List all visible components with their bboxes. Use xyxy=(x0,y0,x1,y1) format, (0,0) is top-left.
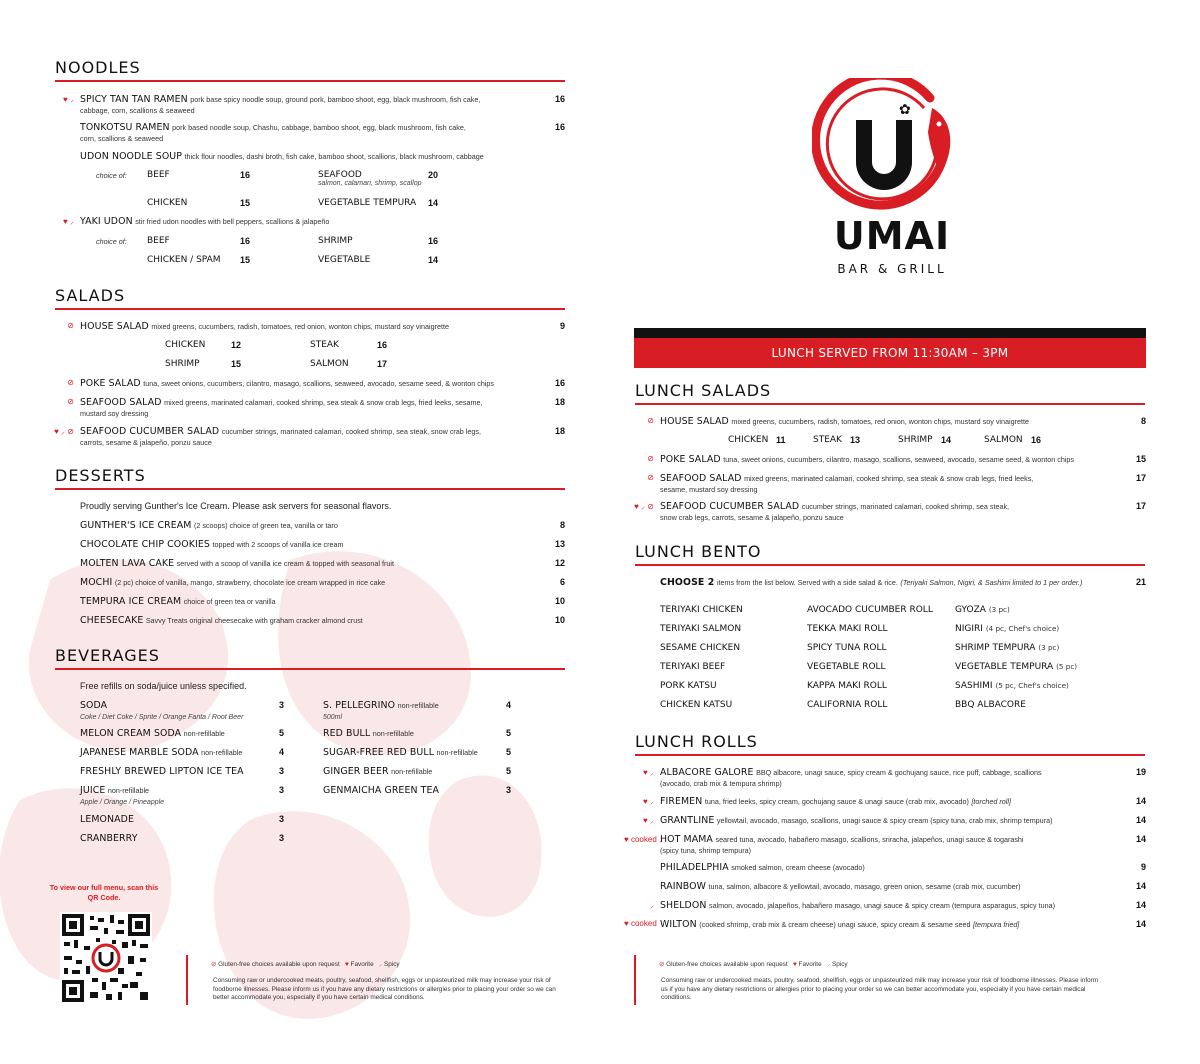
option-note: (3 pc) xyxy=(1038,643,1060,652)
item-note: non-refillable xyxy=(436,748,478,757)
option-name: SEAFOOD xyxy=(318,170,362,180)
item-name: HOUSE SALAD xyxy=(660,416,729,427)
item-name: YAKI UDON xyxy=(80,216,133,227)
item-name: HOUSE SALAD xyxy=(80,321,149,332)
item-name: MOLTEN LAVA CAKE xyxy=(80,558,175,569)
favorite-spicy-gf-icon: ♥ ⸝ ⊘ xyxy=(634,502,654,511)
disclaimer: Consuming raw or undercooked meats, poultry, seafood, shellfish, eggs or unpasteurized milk may increase your risk of foodborne illnesses. Please inform us if you have any dietary restrictions or allergies prior to placing your order so we can better accommodate you, especially if you have certain medical conditions. xyxy=(213,977,556,1001)
item-desc: pork base spicy noodle soup, ground pork, bamboo shoot, egg, black mushroom, fish cake, xyxy=(190,95,481,104)
brand-tagline: BAR & GRILL xyxy=(837,262,947,276)
option-price: 16 xyxy=(1031,435,1042,445)
item-desc: snow crab legs, carrots, sesame & jalapeño, ponzu sauce xyxy=(660,513,844,522)
option-name: GYOZA xyxy=(955,605,986,615)
item-price: 4 xyxy=(505,700,511,710)
favorite-spicy-gf-icon: ♥ ⸝ ⊘ xyxy=(54,427,74,436)
option-price: 14 xyxy=(428,255,439,265)
gluten-free-icon: ⊘ xyxy=(647,473,654,482)
item-name: FRESHLY BREWED LIPTON ICE TEA xyxy=(80,766,244,777)
item-price: 14 xyxy=(1135,919,1146,929)
footer-rule xyxy=(186,955,188,1005)
menu-item xyxy=(660,796,1120,807)
item-name: MELON CREAM SODA xyxy=(80,728,182,739)
item-name: GENMAICHA GREEN TEA xyxy=(323,785,440,796)
item-desc: mixed greens, cucumbers, radish, tomatoes, red onion, wonton chips, mustard soy vinaigrette xyxy=(731,417,1030,426)
svg-text:✿: ✿ xyxy=(899,101,911,117)
option-name: CHICKEN xyxy=(165,340,206,350)
favorite-spicy-icon: ♥ ⸝ xyxy=(63,95,74,104)
item-name: GINGER BEER xyxy=(323,766,389,777)
bento-option: SPICY TUNA ROLL xyxy=(807,643,887,653)
item-price: 10 xyxy=(554,615,565,625)
favorite-spicy-icon: ♥ ⸝ xyxy=(643,797,654,806)
item-name: TONKOTSU RAMEN xyxy=(80,122,170,133)
section-title: BEVERAGES xyxy=(55,646,565,670)
option-name: SHRIMP TEMPURA xyxy=(955,643,1036,653)
favorite-spicy-icon: ♥ ⸝ xyxy=(643,768,654,777)
item-desc: BBQ albacore, unagi sauce, spicy cream & gochujang sauce, rice puff, cabbage, scallions xyxy=(756,768,1042,777)
legend-spicy: Spicy xyxy=(831,961,848,968)
item-name: SEAFOOD SALAD xyxy=(660,473,742,484)
bento-option: AVOCADO CUCUMBER ROLL xyxy=(807,605,933,615)
item-tail: [torched roll] xyxy=(971,797,1011,806)
legend-gf: Gluten-free choices available upon request xyxy=(218,961,340,968)
option-price: 20 xyxy=(428,170,439,180)
item-name: CRANBERRY xyxy=(80,833,138,844)
item-note: non-refillable xyxy=(372,729,414,738)
item-sub: Apple / Orange / Pineapple xyxy=(80,799,165,806)
option-name: SALMON xyxy=(310,359,349,369)
item-name: JUICE xyxy=(80,785,106,796)
item-price: 14 xyxy=(1135,900,1146,910)
gluten-free-icon: ⊘ xyxy=(647,416,654,425)
item-tail: [tempura fried] xyxy=(972,920,1020,929)
menu-item xyxy=(660,834,1120,856)
item-desc: mixed greens, marinated calamari, cooked shrimp, sea steak & snow crab legs, fried leeks, xyxy=(744,474,1034,483)
item-price: 13 xyxy=(554,539,565,549)
item-desc: Savvy Treats original cheesecake with graham cracker almond crust xyxy=(145,616,363,625)
spicy-icon: ⸝ xyxy=(650,901,654,910)
item-desc: yellowtail, avocado, masago, scallions, unagi sauce & spicy cream (spicy tuna, crab mix, shrimp tempura) xyxy=(716,816,1053,825)
item-price: 5 xyxy=(278,728,284,738)
option-price: 16 xyxy=(428,236,439,246)
item-price: 5 xyxy=(505,747,511,757)
item-price: 14 xyxy=(1135,881,1146,891)
gluten-free-icon: ⊘ xyxy=(647,454,654,463)
item-price: 3 xyxy=(278,700,284,710)
menu-item xyxy=(660,919,1120,930)
option-price: 17 xyxy=(377,359,388,369)
item-desc: topped with 2 scoops of vanilla ice cream xyxy=(212,540,344,549)
item-price: 14 xyxy=(1135,796,1146,806)
item-desc: salmon, avocado, jalapeños, habañero masago, unagi sauce & spicy cream (tempura asparagus, spicy tuna) xyxy=(708,901,1055,910)
item-desc: thick flour noodles, dashi broth, fish cake, bamboo shoot, scallions, black mushroom, cabbage xyxy=(184,152,484,161)
option-sub: salmon, calamari, shrimp, scallop xyxy=(318,180,422,187)
item-price: 3 xyxy=(278,833,284,843)
option-name: SHRIMP xyxy=(165,359,200,369)
bento-option: TERIYAKI BEEF xyxy=(660,662,726,672)
option-price: 14 xyxy=(941,435,952,445)
option-name: VEGETABLE TEMPURA xyxy=(955,662,1054,672)
option-name: VEGETABLE TEMPURA xyxy=(318,198,417,208)
item-desc: pork based noodle soup, Chashu, cabbage, bamboo shoot, egg, black mushroom, fish cake, xyxy=(172,123,466,132)
option-price: 12 xyxy=(231,340,242,350)
option-price: 16 xyxy=(240,170,251,180)
pepper-icon: ⸝ xyxy=(378,961,383,968)
item-price: 5 xyxy=(505,728,511,738)
option-note: (5 pc, Chef's choice) xyxy=(995,681,1069,690)
item-note: non-refillable xyxy=(391,767,433,776)
gluten-free-icon: ⊘ xyxy=(67,321,74,330)
item-sub: 500ml xyxy=(323,714,343,721)
item-price: 8 xyxy=(559,520,565,530)
option-price: 16 xyxy=(377,340,388,350)
item-name: SPICY TAN TAN RAMEN xyxy=(80,94,188,105)
item-price: 5 xyxy=(505,766,511,776)
menu-item xyxy=(660,862,1120,873)
favorite-cooked-spicy-icon: ♥ cooked ⸝ xyxy=(624,835,663,844)
item-desc: (cooked shrimp, crab mix & cream cheese) unagi sauce, spicy cream & sesame seed xyxy=(699,920,971,929)
section-title: SALADS xyxy=(55,286,565,310)
item-price: 3 xyxy=(278,766,284,776)
menu-item xyxy=(660,881,1120,892)
item-name: GRANTLINE xyxy=(660,815,715,826)
footer-rule xyxy=(634,955,636,1005)
disclaimer: Consuming raw or undercooked meats, poultry, seafood, shellfish, eggs or unpasteurized milk may increase your risk of foodborne illnesses. Please inform us if you have any dietary restrictions or allergies prior to placing your order so we can better accommodate you, especially if you have certain medical conditions. xyxy=(661,977,1099,1001)
option-price: 15 xyxy=(240,198,251,208)
item-price: 16 xyxy=(554,122,565,132)
item-price: 12 xyxy=(554,558,565,568)
item-name: RED BULL xyxy=(323,728,371,739)
item-price: 9 xyxy=(559,321,565,331)
item-name: SODA xyxy=(80,700,108,711)
bento-desc: items from the list below. Served with a side salad & rice. xyxy=(716,578,898,587)
legend xyxy=(211,959,400,968)
item-name: ALBACORE GALORE xyxy=(660,767,754,778)
item-name: SUGAR-FREE RED BULL xyxy=(323,747,435,758)
item-price: 8 xyxy=(1140,416,1146,426)
section-title: LUNCH SALADS xyxy=(635,381,1145,405)
option-name: SHRIMP xyxy=(318,236,353,246)
item-price: 6 xyxy=(559,577,565,587)
item-price: 18 xyxy=(554,426,565,436)
option-name: VEGETABLE xyxy=(318,255,371,265)
item-desc: mustard soy dressing xyxy=(80,409,149,418)
section-title: LUNCH BENTO xyxy=(635,542,1145,566)
item-name: HOT MAMA xyxy=(660,834,713,845)
item-price: 3 xyxy=(278,785,284,795)
option-name: CHICKEN xyxy=(147,198,188,208)
item-price: 17 xyxy=(1135,473,1146,483)
item-name: POKE SALAD xyxy=(80,378,141,389)
item-price: 21 xyxy=(1135,577,1146,587)
bento-option: TEKKA MAKI ROLL xyxy=(807,624,888,634)
section-title: NOODLES xyxy=(55,58,565,82)
desserts-intro: Proudly serving Gunther's Ice Cream. Please ask servers for seasonal flavors. xyxy=(80,501,392,511)
item-sub: Coke / Diet Coke / Sprite / Orange Fanta / Root Beer xyxy=(80,714,244,721)
item-price: 14 xyxy=(1135,834,1146,844)
heart-icon: ♥ xyxy=(344,961,349,968)
item-desc: seared tuna, avocado, habañero masago, scallions, sriracha, jalapeños, unagi sauce & togarashi xyxy=(715,835,1024,844)
pepper-icon: ⸝ xyxy=(826,961,831,968)
favorite-spicy-icon: ♥ ⸝ xyxy=(63,217,74,226)
bento-option: CALIFORNIA ROLL xyxy=(807,700,888,710)
item-desc: (2 pc) choice of vanilla, mango, strawberry, chocolate ice cream wrapped in rice cake xyxy=(114,578,386,587)
item-desc: choice of green tea or vanilla xyxy=(183,597,276,606)
option-name: CHICKEN / SPAM xyxy=(147,255,221,265)
menu-item xyxy=(660,767,1120,789)
item-name: CHEESECAKE xyxy=(80,615,144,626)
item-price: 4 xyxy=(278,747,284,757)
qr-note: To view our full menu, scan this QR Code. xyxy=(49,883,159,902)
item-price: 14 xyxy=(1135,815,1146,825)
option-price: 15 xyxy=(240,255,251,265)
option-name: CHICKEN xyxy=(728,435,769,445)
item-price: 17 xyxy=(1135,501,1146,511)
option-price: 14 xyxy=(428,198,439,208)
option-price: 11 xyxy=(776,435,786,445)
choice-label: choice of: xyxy=(96,171,127,180)
bento-option: TERIYAKI SALMON xyxy=(660,624,742,634)
option-name: BBQ ALBACORE xyxy=(955,700,1026,710)
item-desc: cabbage, corn, scallions & seaweed xyxy=(80,106,195,115)
item-name: PHILADELPHIA xyxy=(660,862,729,873)
item-name: SEAFOOD SALAD xyxy=(80,397,162,408)
item-desc: (spicy tuna, shrimp tempura) xyxy=(660,846,752,855)
option-name: STEAK xyxy=(813,435,842,445)
bento-option: PORK KATSU xyxy=(660,681,717,691)
option-note: (3 pc) xyxy=(988,605,1010,614)
item-name: MOCHI xyxy=(80,577,113,588)
item-desc: tuna, sweet onions, cucumbers, cilantro, masago, scallions, seaweed, avocado, sesame seed, & wonton chips xyxy=(723,455,1074,464)
legend-gf: Gluten-free choices available upon request xyxy=(666,961,788,968)
option-price: 13 xyxy=(850,435,861,445)
item-desc: tuna, salmon, albacore & yellowtail, avocado, masago, green onion, sesame (crab mix, cucumber) xyxy=(708,882,1021,891)
item-name: RAINBOW xyxy=(660,881,706,892)
bento-option: KAPPA MAKI ROLL xyxy=(807,681,887,691)
option-note: (4 pc, Chef's choice) xyxy=(985,624,1060,633)
bento-note: (Teriyaki Salmon, Nigiri, & Sashimi limited to 1 per order.) xyxy=(900,578,1083,587)
item-desc: tuna, sweet onions, cucumbers, cilantro, masago, scallions, seaweed, avocado, sesame seed, & wonton chips xyxy=(143,379,494,388)
menu-item xyxy=(660,815,1120,826)
item-name: TEMPURA ICE CREAM xyxy=(80,596,182,607)
bento-option: TERIYAKI CHICKEN xyxy=(660,605,743,615)
item-name: WILTON xyxy=(660,919,697,930)
item-name: S. PELLEGRINO xyxy=(323,700,396,711)
item-price: 9 xyxy=(1140,862,1146,872)
option-name: STEAK xyxy=(310,340,339,350)
option-name: BEEF xyxy=(147,170,170,180)
favorite-cooked-icon: ♥ cooked xyxy=(624,919,657,928)
item-note: non-refillable xyxy=(201,748,243,757)
gluten-free-icon: ⊘ xyxy=(67,378,74,387)
item-desc: cucumber strings, marinated calamari, cooked shrimp, sea steak, xyxy=(801,502,1010,511)
menu-item xyxy=(660,900,1120,911)
item-note: non-refillable xyxy=(397,701,439,710)
bento-choose: CHOOSE 2 xyxy=(660,577,715,588)
item-price: 3 xyxy=(278,814,284,824)
item-desc: mixed greens, marinated calamari, cooked shrimp, sea steak & snow crab legs, fried leeks, sesame, xyxy=(164,398,483,407)
item-desc: (2 scoops) choice of green tea, vanilla or taro xyxy=(193,521,338,530)
brand-name: UMAI xyxy=(833,214,951,258)
item-price: 16 xyxy=(554,94,565,104)
item-note: non-refillable xyxy=(183,729,225,738)
item-name: SHELDON xyxy=(660,900,707,911)
item-desc: (avocado, crab mix & tempura shrimp) xyxy=(660,779,782,788)
item-desc: sesame, mustard soy dressing xyxy=(660,485,758,494)
option-name: NIGIRI xyxy=(955,624,983,634)
item-name: GUNTHER'S ICE CREAM xyxy=(80,520,192,531)
gluten-free-icon: ⊘ xyxy=(211,961,217,968)
item-name: SEAFOOD CUCUMBER SALAD xyxy=(80,426,220,437)
legend-spicy: Spicy xyxy=(383,961,400,968)
item-note: non-refillable xyxy=(107,786,150,795)
item-desc: corn, scallions & seaweed xyxy=(80,134,164,143)
item-price: 16 xyxy=(554,378,565,388)
item-desc: smoked salmon, cream cheese (avocado) xyxy=(731,863,865,872)
item-price: 3 xyxy=(505,785,511,795)
item-desc: mixed greens, cucumbers, radish, tomatoes, red onion, wonton chips, mustard soy vinaigrette xyxy=(151,322,450,331)
item-desc: carrots, sesame & jalapeño, ponzu sauce xyxy=(80,438,212,447)
option-name: SASHIMI xyxy=(955,681,993,691)
legend xyxy=(659,959,848,968)
heart-icon: ♥ xyxy=(792,961,797,968)
option-name: SHRIMP xyxy=(898,435,933,445)
gluten-free-icon: ⊘ xyxy=(659,961,665,968)
item-desc: stir fried udon noodles with bell peppers, scallions & jalapeño xyxy=(135,217,330,226)
item-name: LEMONADE xyxy=(80,814,134,825)
item-name: CHOCOLATE CHIP COOKIES xyxy=(80,539,210,550)
choice-label: choice of: xyxy=(96,237,127,246)
option-note: (5 pc) xyxy=(1056,662,1078,671)
bento-option: CHICKEN KATSU xyxy=(660,700,733,710)
bento-option: VEGETABLE ROLL xyxy=(807,662,886,672)
item-name: UDON NOODLE SOUP xyxy=(80,151,183,162)
item-price: 10 xyxy=(554,596,565,606)
option-name: SALMON xyxy=(984,435,1023,445)
item-price: 15 xyxy=(1135,454,1146,464)
item-desc: tuna, fried leeks, spicy cream, gochujang sauce & unagi sauce (crab mix, avocado) xyxy=(704,797,969,806)
beverages-intro: Free refills on soda/juice unless specified. xyxy=(80,681,247,691)
item-name: SEAFOOD CUCUMBER SALAD xyxy=(660,501,800,512)
item-desc: served with a scoop of vanilla ice cream & topped with seasonal fruit xyxy=(176,559,394,568)
gluten-free-icon: ⊘ xyxy=(67,397,74,406)
favorite-spicy-icon: ♥ ⸝ xyxy=(643,816,654,825)
item-name: JAPANESE MARBLE SODA xyxy=(80,747,199,758)
option-name: BEEF xyxy=(147,236,170,246)
legend-favorite: Favorite xyxy=(350,961,374,968)
bento-option: SESAME CHICKEN xyxy=(660,643,741,653)
item-price: 19 xyxy=(1135,767,1146,777)
item-name: POKE SALAD xyxy=(660,454,721,465)
option-price: 15 xyxy=(231,359,242,369)
legend-favorite: Favorite xyxy=(798,961,822,968)
section-title: DESSERTS xyxy=(55,466,565,490)
item-name: FIREMEN xyxy=(660,796,703,807)
lunch-hours-banner: LUNCH SERVED FROM 11:30AM – 3PM xyxy=(634,338,1146,368)
option-price: 16 xyxy=(240,236,251,246)
section-title: LUNCH ROLLS xyxy=(635,732,1145,756)
item-price: 18 xyxy=(554,397,565,407)
item-desc: cucumber strings, marinated calamari, cooked shrimp, sea steak, snow crab legs, xyxy=(221,427,481,436)
